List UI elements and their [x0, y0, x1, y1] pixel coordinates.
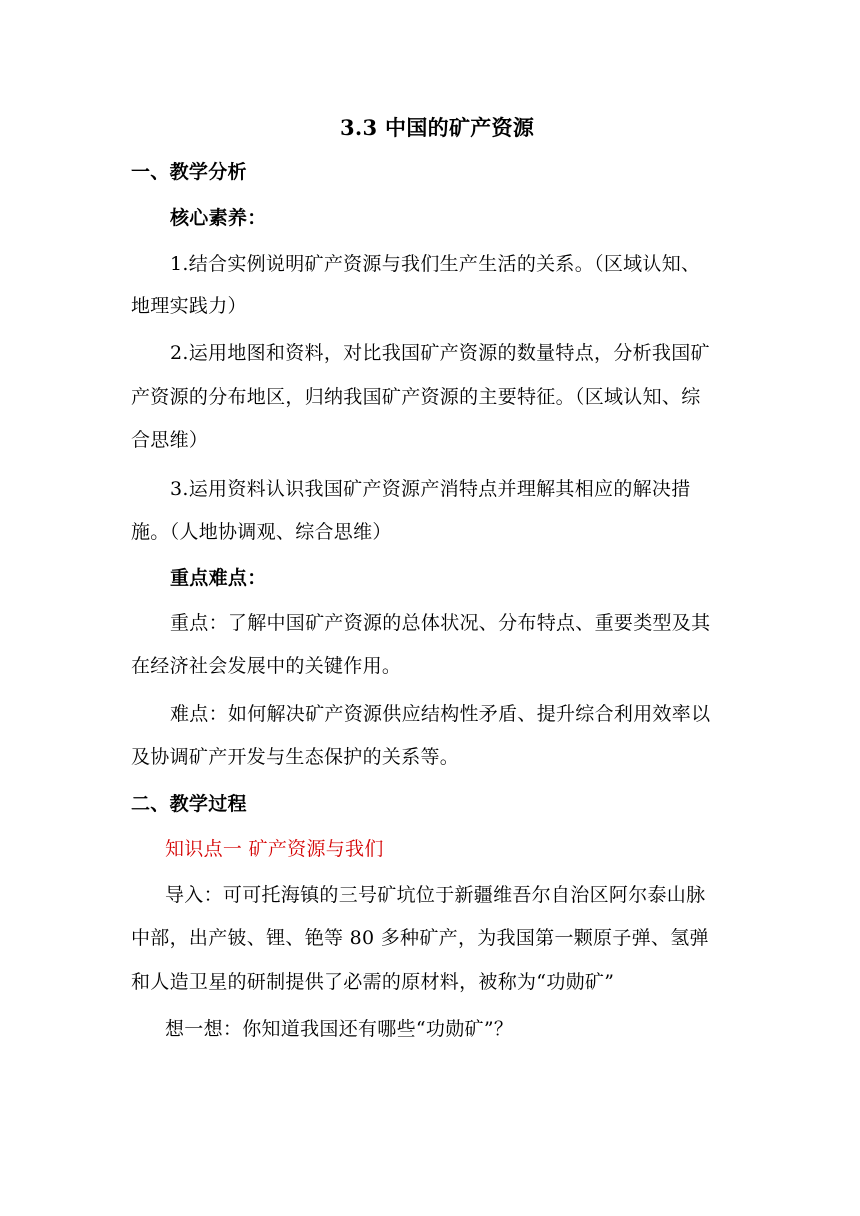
objective-2-line-3: 合思维）	[131, 429, 209, 451]
objective-2-line-2: 产资源的分布地区，归纳我国矿产资源的主要特征。（区域认知、综	[131, 386, 701, 408]
intro-line-1: 导入：可可托海镇的三号矿坑位于新疆维吾尔自治区阿尔泰山脉	[165, 884, 706, 906]
key-difficulty-heading: 重点难点：	[170, 567, 267, 589]
think-question: 想一想：你知道我国还有哪些“功勋矿”？	[165, 1018, 514, 1040]
objective-1-line-2: 地理实践力）	[131, 295, 247, 317]
section-heading-analysis: 一、教学分析	[131, 161, 247, 183]
difficulty-line-1: 难点：如何解决矿产资源供应结构性矛盾、提升综合利用效率以	[170, 703, 711, 725]
document-title: 3.3 中国的矿产资源	[340, 115, 535, 140]
objective-3-line-1: 3.运用资料认识我国矿产资源产消特点并理解其相应的解决措	[170, 478, 691, 500]
knowledge-point-1: 知识点一 矿产资源与我们	[165, 838, 384, 860]
objective-1-line-1: 1.结合实例说明矿产资源与我们生产生活的关系。（区域认知、	[170, 253, 701, 275]
section-heading-process: 二、教学过程	[131, 793, 247, 815]
objective-3-line-2: 施。（人地协调观、综合思维）	[131, 521, 392, 543]
key-point-line-1: 重点：了解中国矿产资源的总体状况、分布特点、重要类型及其	[170, 612, 711, 634]
intro-line-3: 和人造卫星的研制提供了必需的原材料，被称为“功勋矿”	[131, 971, 615, 993]
core-literacy-heading: 核心素养：	[170, 207, 267, 229]
intro-line-2: 中部，出产铍、锂、铯等 80 多种矿产，为我国第一颗原子弹、氢弹	[131, 927, 709, 949]
key-point-line-2: 在经济社会发展中的关键作用。	[131, 655, 402, 677]
objective-2-line-1: 2.运用地图和资料，对比我国矿产资源的数量特点，分析我国矿	[170, 342, 710, 364]
difficulty-line-2: 及协调矿产开发与生态保护的关系等。	[131, 746, 460, 768]
